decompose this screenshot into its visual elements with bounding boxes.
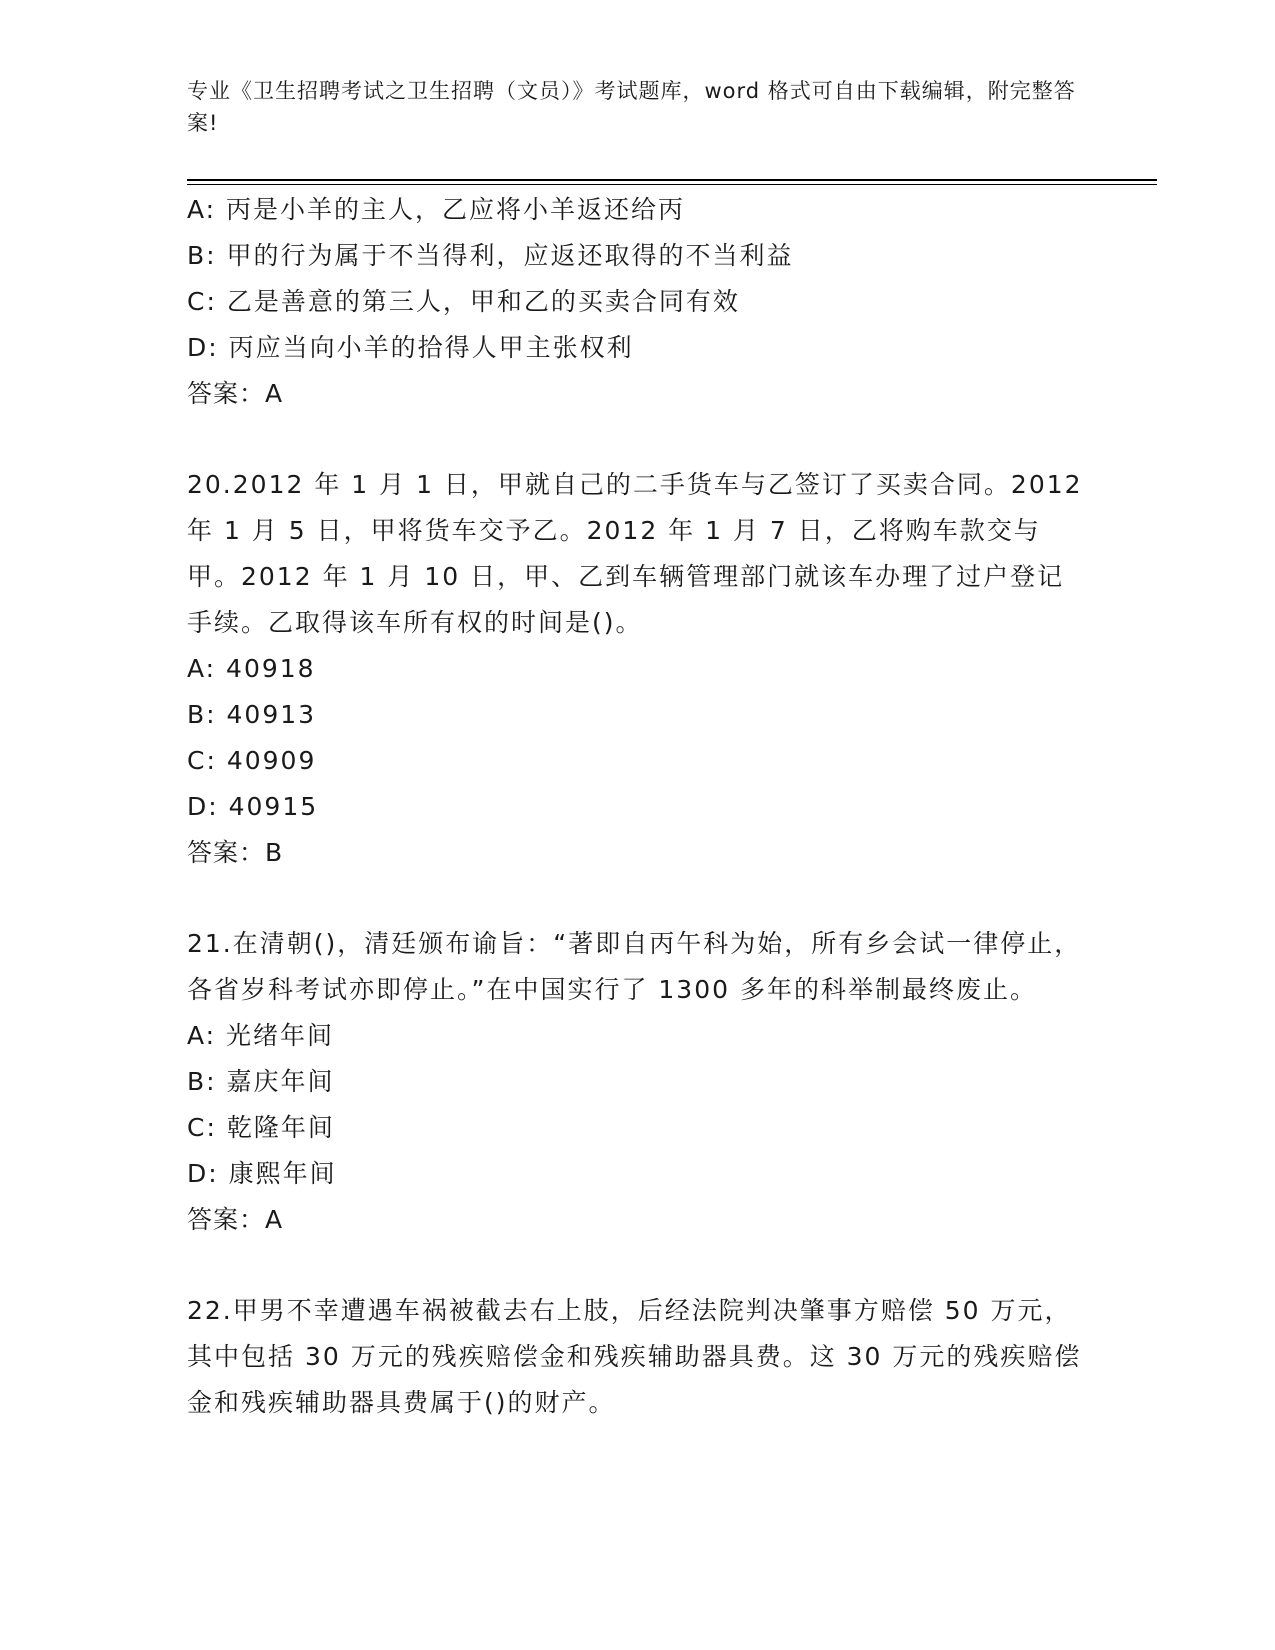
spacer [187,876,1087,921]
question-19-options [187,187,1087,371]
option-b: B: 甲的行为属于不当得利，应返还取得的不当利益 [187,241,794,270]
question-20-stem: 20.2012 年 1 月 1 日，甲就自己的二手货车与乙签订了买卖合同。2012 年 1 月 5 日，甲将货车交予乙。2012 年 1 月 7 日，乙将购车款交与甲。2012 年 1 月 10 日，甲、乙到车辆管理部门就该车办理了过户登记手续。乙取得该车所有权的时间是()。 [187,470,1083,637]
question-20-options [187,646,1087,830]
question-21-options [187,1013,1087,1197]
option-a: A: 丙是小羊的主人，乙应将小羊返还给丙 [187,195,686,224]
question-20-answer: 答案：B [187,838,284,867]
option-d: D: 康熙年间 [187,1159,337,1188]
document-header: 专业《卫生招聘考试之卫生招聘（文员）》考试题库，word 格式可自由下载编辑，附完整答案! [187,79,1076,135]
option-c: C: 40909 [187,746,317,775]
question-21-stem: 21.在清朝()，清廷颁布谕旨：“著即自丙午科为始，所有乡会试一律停止，各省岁科考试亦即停止。”在中国实行了 1300 多年的科举制最终废止。 [187,929,1082,1004]
option-c: C: 乾隆年间 [187,1113,335,1142]
option-a: A: 光绪年间 [187,1021,335,1050]
option-b: B: 40913 [187,700,317,729]
option-c: C: 乙是善意的第三人，甲和乙的买卖合同有效 [187,287,740,316]
option-b: B: 嘉庆年间 [187,1067,335,1096]
option-d: D: 丙应当向小羊的拾得人甲主张权利 [187,333,634,362]
spacer [187,417,1087,462]
question-19-answer: 答案：A [187,379,284,408]
option-a: A: 40918 [187,654,316,683]
spacer [187,1243,1087,1288]
question-21-answer: 答案：A [187,1205,284,1234]
header-rule-thick [187,179,1157,181]
header-rule-thin [187,184,1157,185]
question-content [187,187,1087,1426]
question-22-stem: 22.甲男不幸遭遇车祸被截去右上肢，后经法院判决肇事方赔偿 50 万元，其中包括 30 万元的残疾赔偿金和残疾辅助器具费。这 30 万元的残疾赔偿金和残疾辅助器具费属于()的财产。 [187,1296,1082,1417]
option-d: D: 40915 [187,792,319,821]
